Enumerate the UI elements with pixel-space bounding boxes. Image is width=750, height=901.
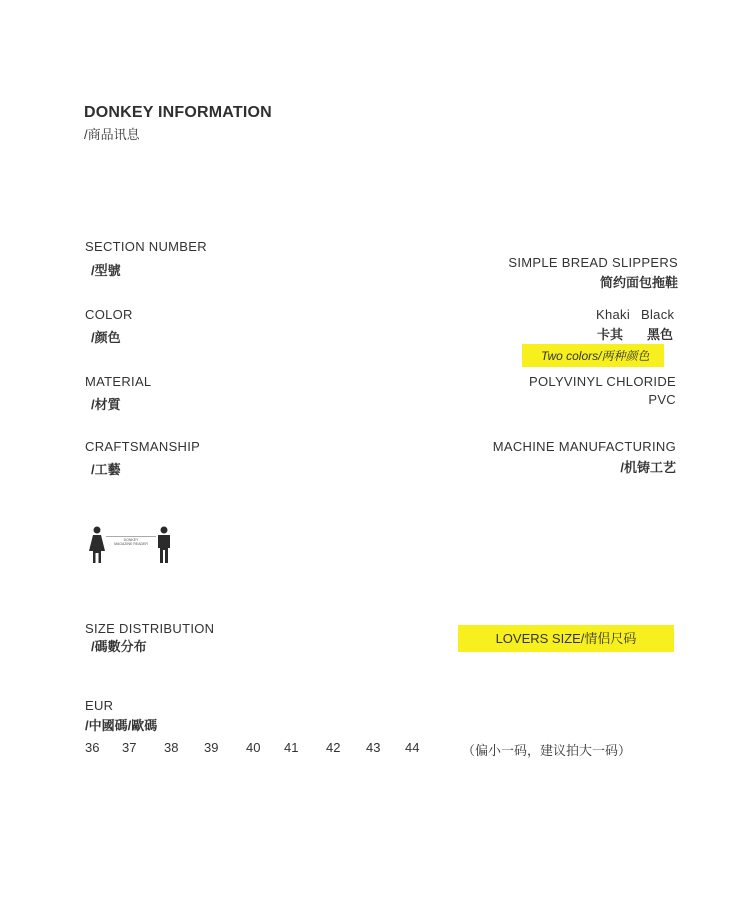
color-label-cn: /颜色 [91,330,121,345]
color-option-black-cn: 黑色 [647,327,674,342]
section-number-label: SECTION NUMBER [85,239,207,254]
woman-icon [88,526,106,564]
size-item: 37 [122,740,137,755]
page-subtitle: /商品讯息 [84,127,140,142]
section-number-value-cn: 简约面包拖鞋 [599,275,678,290]
section-number-value: SIMPLE BREAD SLIPPERS [508,255,678,270]
color-option-khaki: Khaki [596,307,631,322]
page-title: DONKEY INFORMATION [84,104,272,121]
size-list [85,740,445,758]
connector-line [106,536,156,537]
size-distribution-label-cn: /碼數分布 [91,639,147,654]
couple-caption [106,538,156,546]
couple-caption-line1: DONKEY [123,538,139,542]
size-item: 44 [405,740,420,755]
size-distribution-label: SIZE DISTRIBUTION [85,621,215,636]
size-item: 39 [204,740,219,755]
size-advice: （偏小一码，建议拍大一码） [462,743,632,758]
color-option-khaki-cn: 卡其 [597,327,624,342]
size-item: 36 [85,740,100,755]
man-icon [156,526,172,564]
two-colors-note: Two colors/两种颜色 [522,344,664,367]
craftsmanship-value: MACHINE MANUFACTURING [492,439,676,454]
eur-label-cn: /中國碼/歐碼 [85,718,158,733]
craftsmanship-label: CRAFTSMANSHIP [85,439,201,454]
couple-caption-line2: MAGAZINE READER [114,542,148,546]
lovers-size-badge: LOVERS SIZE/情侣尺码 [458,625,674,652]
material-label: MATERIAL [85,374,152,389]
size-item: 43 [366,740,381,755]
material-value-short: PVC [648,392,676,407]
size-item: 41 [284,740,299,755]
color-label: COLOR [85,307,133,322]
eur-label: EUR [85,698,114,713]
material-label-cn: /材質 [91,397,121,412]
color-option-black: Black [641,307,675,322]
section-number-label-cn: /型號 [91,263,121,278]
size-item: 42 [326,740,341,755]
craftsmanship-value-cn: /机铸工艺 [620,460,676,475]
size-item: 38 [164,740,179,755]
material-value: POLYVINYL CHLORIDE [529,374,676,389]
couple-icon-row [88,526,178,566]
size-item: 40 [246,740,261,755]
craftsmanship-label-cn: /工藝 [91,462,121,477]
